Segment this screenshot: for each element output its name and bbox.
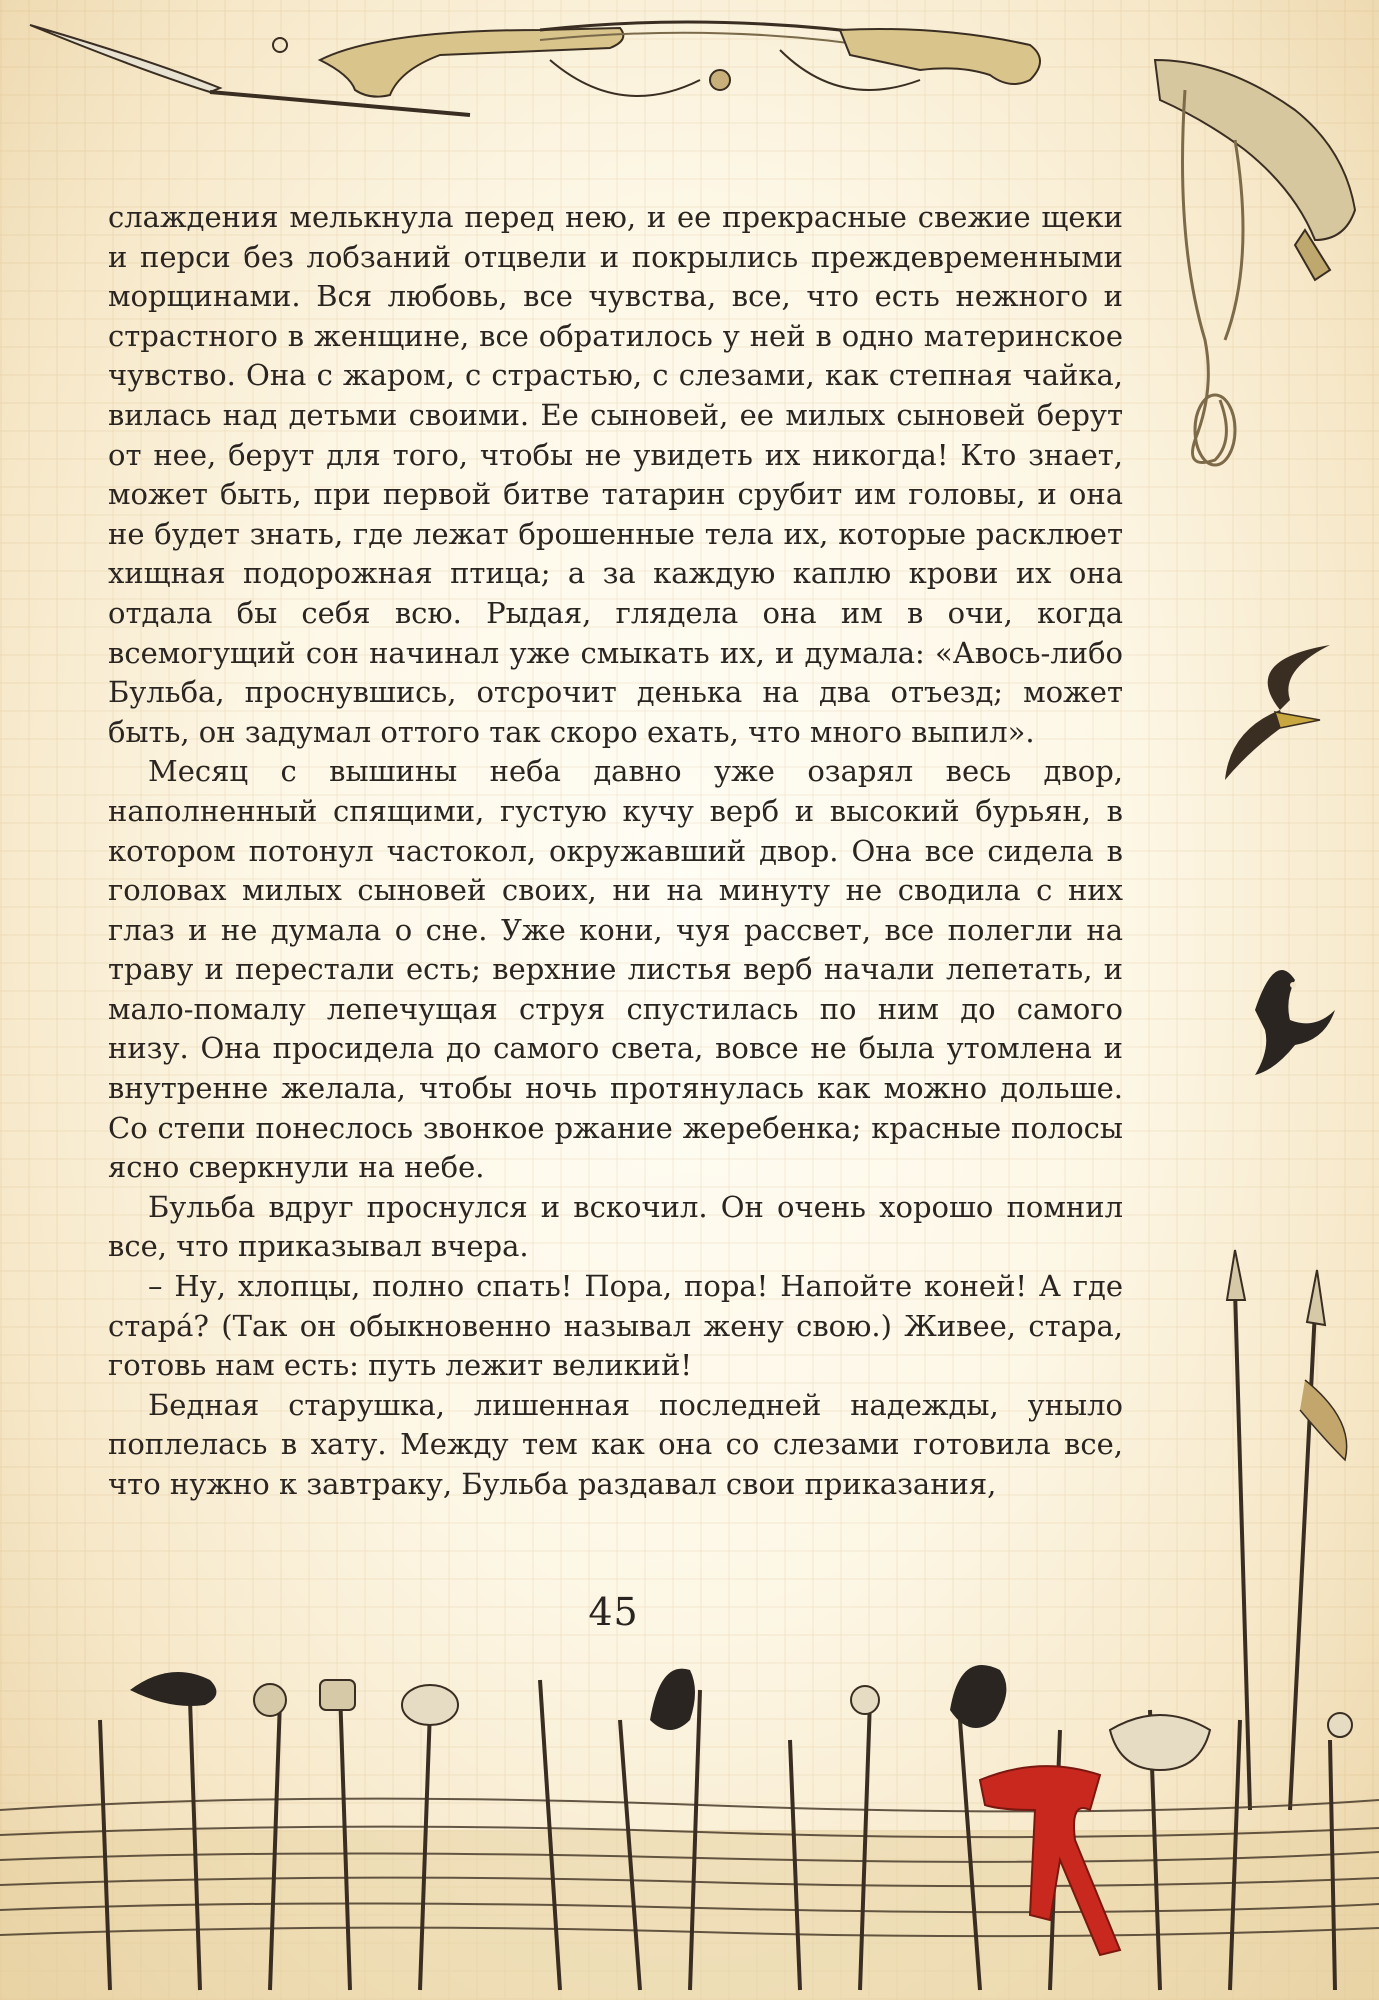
paragraph: Бедная старушка, лишенная последней надежды, уныло поплелась в хату. Между тем как она со слезами готовила все, что нужно к завтраку, Бульба раздавал свои приказания, <box>108 1387 1123 1501</box>
powder-horn-illustration <box>1145 40 1370 490</box>
paragraph: Месяц с вышины неба давно уже озарял весь двор, наполненный спящими, густую кучу верб и высокий бурьян, в котором потонул частокол, окружавший двор. Она все сидела в головах милых сыновей своих, ни на минуту не сводила с них глаз и не думала о сне. Уже кони, чуя рассвет, все полегли на траву и перестали есть; верхние листья верб начали лепетать, и мало-помалу лепечущая струя спустилась по ним до самого низу. Она просидела до самого света, вовсе не была утомлена и внутренне желала, чтобы ночь протянулась как можно дольше. Со степи понеслось звонкое ржание жеребенка; красные полосы ясно сверкнули на небе. <box>108 754 1123 1185</box>
flying-bird-illustration <box>1220 640 1340 790</box>
fence-with-crows-illustration <box>0 1660 1379 2000</box>
body-text <box>108 198 1123 1578</box>
paragraph: – Ну, хлопцы, полно спать! Пора, пора! Напойте коней! А где стара́? (Так он обыкновенно называл жену свою.) Живее, стара, готовь нам есть: путь лежит великий! <box>108 1269 1123 1383</box>
crow-illustration <box>1235 950 1345 1080</box>
paragraph-continuation: слаждения мелькнула перед нею, и ее прекрасные свежие щеки и перси без лобзаний отцвели и покрылись преждевременными морщинами. Вся любовь, все чувства, все, что есть нежного и страстного в женщине, все обратилось у ней в одно материнское чувство. Она с жаром, с страстью, с слезами, как степная чайка, вилась над детьми своими. Ее сыновей, ее милых сыновей берут от нее, берут для того, чтобы не увидеть их никогда! Кто знает, может быть, при первой битве татарин срубит им головы, и она не будет знать, где лежат брошенные тела их, которые расклюет хищная подорожная птица; а за каждую каплю крови их она отдала бы себя всю. Рыдая, глядела она им в очи, когда всемогущий сон начинал уже смыкать их, и думала: «Авось-либо Бульба, проснувшись, отсрочит денька на два отъезд; может быть, он задумал оттого так скоро ехать, что много выпил». <box>108 200 1123 749</box>
page-number: 45 <box>588 1590 639 1634</box>
weapons-illustration <box>20 0 1100 140</box>
paragraph: Бульба вдруг проснулся и вскочил. Он очень хорошо помнил все, что приказывал вчера. <box>108 1189 1123 1264</box>
